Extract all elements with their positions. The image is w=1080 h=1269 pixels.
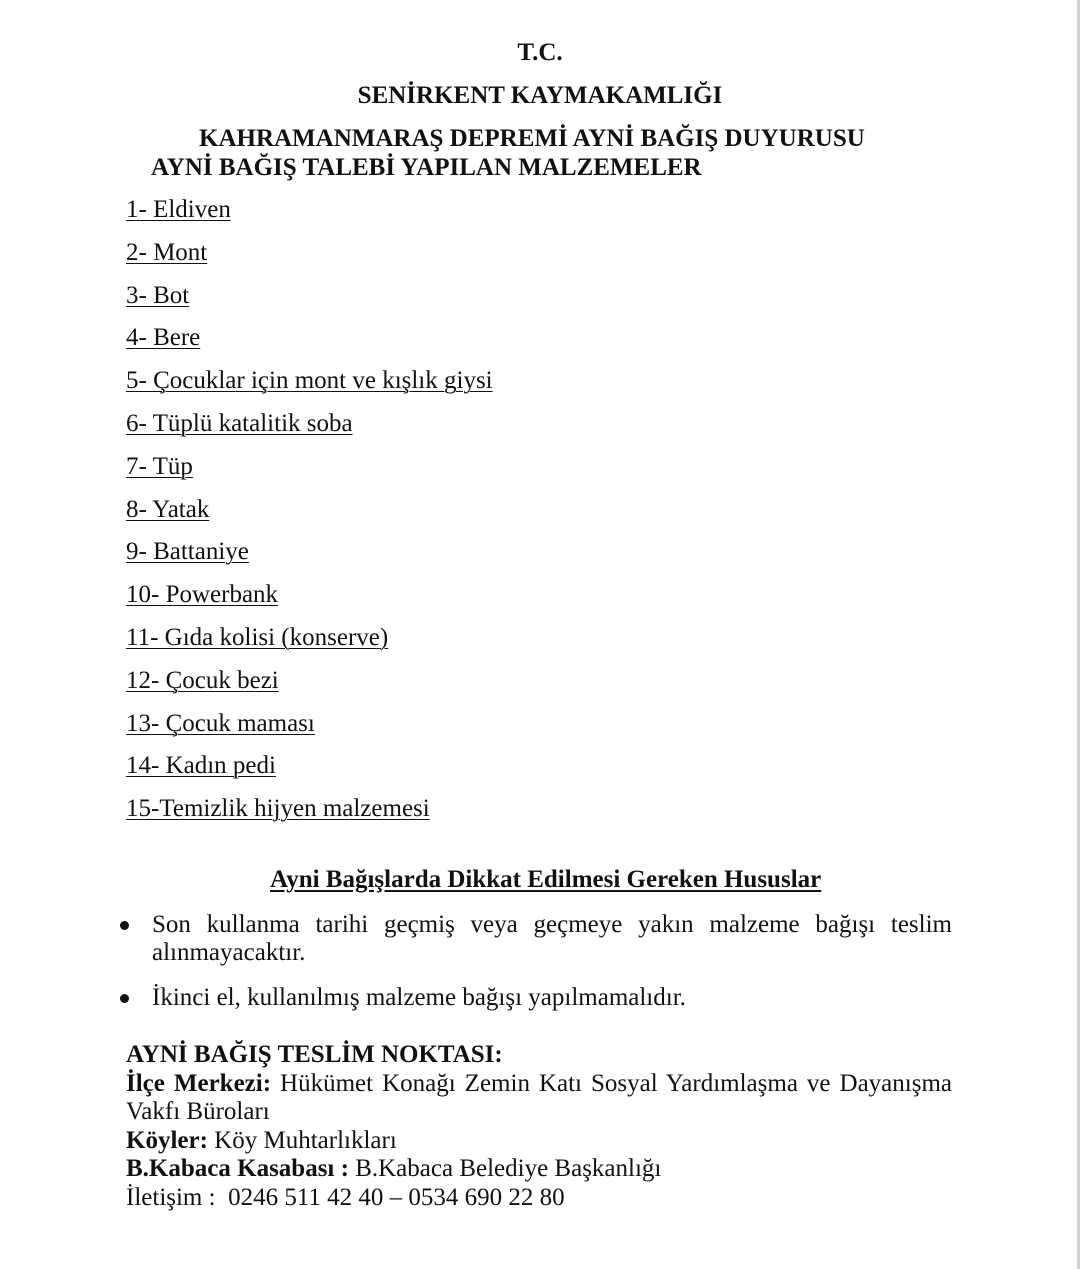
delivery-title: AYNİ BAĞIŞ TESLİM NOKTASI: [126,1041,503,1068]
header-announcement-title: KAHRAMANMARAŞ DEPREMİ AYNİ BAĞIŞ DUYURUSU [199,125,865,152]
header-kaymakamlik: SENİRKENT KAYMAKAMLIĞI [357,82,723,109]
list-item [126,493,493,536]
list-item [126,364,493,407]
delivery-villages-label: Köyler: [126,1126,208,1154]
list-item-label: 8- Yatak [126,495,210,523]
list-item [126,407,493,450]
list-item [126,535,493,578]
list-item [126,707,493,750]
list-item-label: 9- Battaniye [126,538,249,566]
list-item [126,450,493,493]
caution-item [114,984,952,1012]
bullet-icon [120,994,129,1003]
list-item [126,193,493,236]
delivery-center-line [126,1070,952,1127]
list-item [126,321,493,364]
list-item [126,236,493,279]
caution-text: İkinci el, kullanılmış malzeme bağışı yapılmamalıdır. [152,984,686,1011]
list-item-label: 1- Eldiven [126,196,231,223]
header-tc: T.C. [517,39,563,66]
list-item-label: 15-Temizlik hijyen malzemesi [126,795,430,823]
delivery-villages-value: Köy Muhtarlıkları [207,1126,397,1154]
list-item-label: 4- Bere [126,324,201,352]
list-item-label: 12- Çocuk bezi [126,666,279,694]
list-item-label: 10- Powerbank [126,581,279,609]
list-item-label: 14- Kadın pedi [126,752,276,780]
list-item-label: 3- Bot [126,281,190,309]
list-item [126,578,493,621]
delivery-town-value: B.Kabaca Belediye Başkanlığı [348,1155,662,1182]
delivery-section [126,1041,952,1212]
delivery-contact-label: İletişim : [126,1183,216,1211]
delivery-center-value: Hükümet Konağı Zemin Katı Sosyal Yardımlaşma ve Dayanışma Vakfı Büroları [126,1069,952,1125]
cautions-list [114,911,952,1012]
list-item-label: 13- Çocuk maması [126,709,315,737]
list-item [126,621,493,664]
delivery-town-line [126,1155,952,1184]
requested-items-list [126,193,493,835]
list-item-label: 5- Çocuklar için mont ve kışlık giysi [126,367,493,395]
cautions-heading: Ayni Bağışlarda Dikkat Edilmesi Gereken Hususlar [270,866,822,893]
caution-text: Son kullanma tarihi geçmiş veya geçmeye yakın malzeme bağışı teslim alınmayacaktır. [152,911,952,966]
list-item [126,749,493,792]
caution-item [114,911,952,967]
delivery-center-label: İlçe Merkezi: [126,1069,272,1097]
list-item-label: 7- Tüp [126,452,193,480]
list-item [126,279,493,322]
list-item-label: 11- Gıda kolisi (konserve) [126,623,389,651]
list-item-label: 6- Tüplü katalitik soba [126,409,353,437]
delivery-contact-line [126,1184,952,1213]
list-item [126,792,493,835]
delivery-town-label: B.Kabaca Kasabası : [126,1155,349,1182]
list-item-label: 2- Mont [126,238,208,266]
list-item [126,664,493,707]
bullet-icon [120,921,129,930]
delivery-contact-value: 0246 511 42 40 – 0534 690 22 80 [215,1183,565,1211]
header-materials-title: AYNİ BAĞIŞ TALEBİ YAPILAN MALZEMELER [151,154,702,181]
delivery-villages-line [126,1127,952,1156]
